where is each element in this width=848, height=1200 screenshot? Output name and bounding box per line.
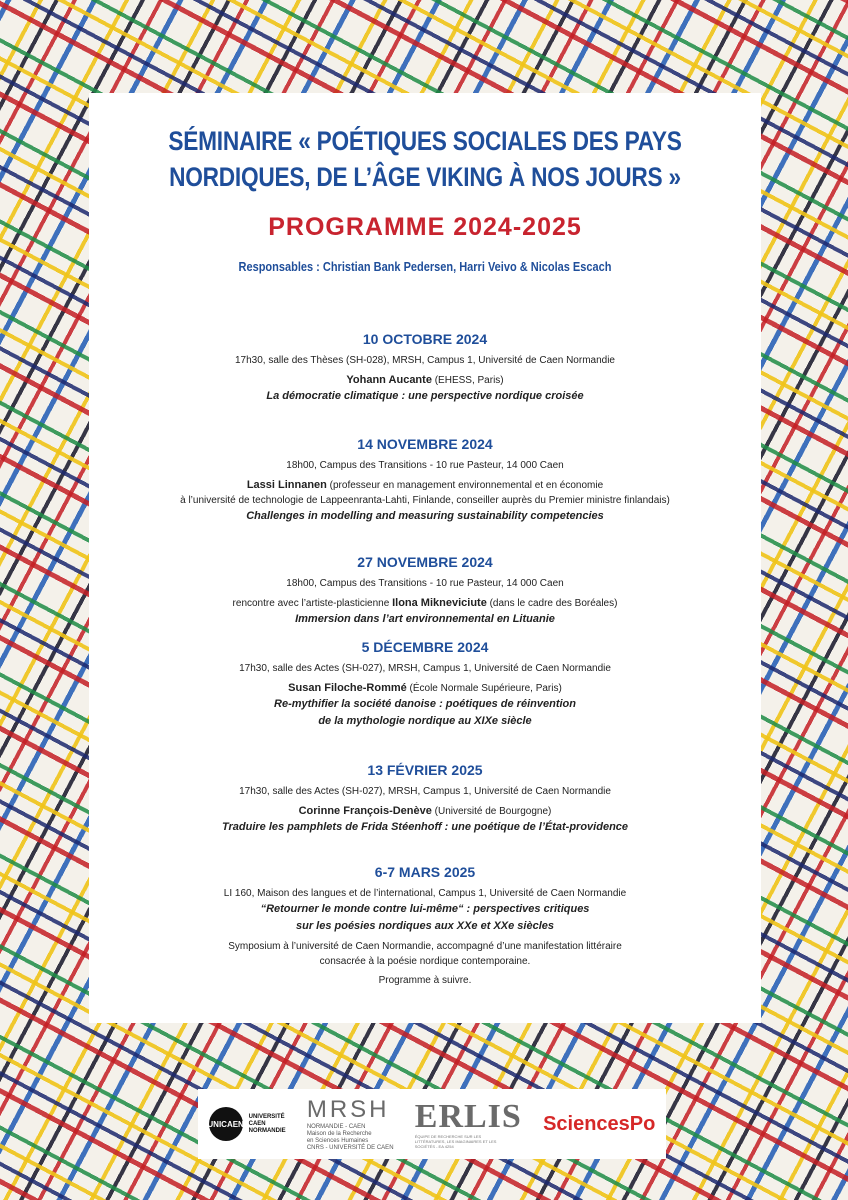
title-line-1: SÉMINAIRE « POÉTIQUES SOCIALES DES PAYS [168, 126, 682, 156]
unicaen-text-1: UNIVERSITÉ [248, 1113, 285, 1120]
event-place: 17h30, salle des Thèses (SH-028), MRSH, Campus 1, Université de Caen Normandie [235, 355, 615, 366]
speaker-affiliation: (Université de Bourgogne) [431, 806, 552, 817]
event-speaker-line [89, 373, 761, 388]
programme-heading: PROGRAMME 2024-2025 [268, 213, 582, 241]
event-27-novembre [89, 554, 761, 628]
talk-title: “Retourner le monde contre lui-même“ : perspectives critiques [260, 903, 590, 915]
event-speaker-line [89, 804, 761, 819]
speaker-affiliation: (professeur en management environnemental et en économie [326, 480, 604, 491]
unicaen-text-2: CAEN [248, 1120, 266, 1127]
mrsh-sub-1: NORMANDIE - CAEN [306, 1124, 366, 1130]
unicaen-text-3: NORMANDIE [248, 1127, 286, 1134]
responsables-line: Responsables : Christian Bank Pedersen, Harri Veivo & Nicolas Escach [238, 260, 612, 274]
partner-logos [198, 1089, 666, 1159]
event-13-fevrier [89, 762, 761, 836]
talk-title: Traduire les pamphlets de Frida Stéenhoff : une poétique de l’État-providence [221, 821, 629, 833]
event-date: 6-7 MARS 2025 [374, 864, 476, 880]
speaker-prefix: rencontre avec l’artiste-plasticienne [232, 598, 393, 609]
event-date: 10 OCTOBRE 2024 [362, 331, 488, 347]
speaker-affiliation: (dans le cadre des Boréales) [486, 598, 618, 609]
talk-title: Immersion dans l’art environnemental en Lituanie [295, 613, 555, 625]
event-place: 17h30, salle des Actes (SH-027), MRSH, Campus 1, Université de Caen Normandie [239, 786, 611, 797]
event-6-7-mars [89, 864, 761, 988]
erlis-subtitle: ÉQUIPE DE RECHERCHE SUR LES LITTÉRATURES, LES IMAGINAIRES ET LES SOCIÉTÉS - EA 4254 [414, 1133, 497, 1149]
erlis-logo [414, 1097, 522, 1149]
speaker-affiliation-continued: à l’université de technologie de Lappeenranta-Lahti, Finlande, conseiller auprès du Premier ministre finlandais) [180, 495, 670, 506]
talk-title-continued: sur les poésies nordiques aux XXe et XXe siècles [295, 920, 554, 932]
speaker-name: Lassi Linnanen [246, 479, 327, 491]
event-note: Symposium à l’université de Caen Normandie, accompagné d’une manifestation littéraire [228, 941, 622, 952]
talk-title: La démocratie climatique : une perspective nordique croisée [266, 390, 584, 402]
event-place: LI 160, Maison des langues et de l’international, Campus 1, Université de Caen Normandie [223, 888, 627, 899]
event-14-novembre [89, 436, 761, 525]
speaker-name: Susan Filoche-Rommé [288, 682, 407, 694]
event-date: 27 NOVEMBRE 2024 [357, 554, 493, 570]
event-date: 5 DÉCEMBRE 2024 [361, 639, 489, 655]
event-speaker-line [89, 596, 761, 611]
speaker-name: Yohann Aucante [346, 374, 432, 386]
unicaen-wordmark [249, 1114, 286, 1135]
mrsh-logo [307, 1096, 394, 1152]
event-speaker-line [89, 478, 761, 493]
talk-title: Re-mythifier la société danoise : poétiques de réinvention [274, 698, 576, 710]
speaker-name: Corinne François-Denève [298, 805, 432, 817]
speaker-affiliation: (EHESS, Paris) [431, 375, 504, 386]
event-note: consacrée à la poésie nordique contemporaine. [319, 956, 531, 967]
event-place: 17h30, salle des Actes (SH-027), MRSH, Campus 1, Université de Caen Normandie [239, 663, 611, 674]
event-place: 18h00, Campus des Transitions - 10 rue Pasteur, 14 000 Caen [286, 460, 564, 471]
erlis-wordmark: ERLIS [414, 1097, 522, 1135]
mrsh-sub-2: Maison de la Recherche [306, 1131, 372, 1137]
event-5-decembre [89, 639, 761, 730]
talk-title-continued: de la mythologie nordique au XIXe siècle [318, 715, 532, 727]
seminar-title [160, 123, 691, 195]
event-date: 13 FÉVRIER 2025 [367, 762, 483, 778]
mrsh-sub-3: en Sciences Humaines [306, 1138, 369, 1144]
event-speaker-line [89, 681, 761, 696]
mrsh-sub-4: CNRS - UNIVERSITÉ DE CAEN [306, 1145, 394, 1151]
title-line-2: NORDIQUES, DE L’ÂGE VIKING À NOS JOURS » [169, 162, 681, 192]
talk-title: Challenges in modelling and measuring sustainability competencies [246, 510, 604, 522]
event-place: 18h00, Campus des Transitions - 10 rue Pasteur, 14 000 Caen [286, 578, 564, 589]
event-note: Programme à suivre. [378, 975, 472, 986]
event-10-octobre [89, 331, 761, 405]
event-date: 14 NOVEMBRE 2024 [357, 436, 493, 452]
programme-poster [89, 93, 761, 1023]
sciencespo-logo: SciencesPo [543, 1112, 656, 1135]
mrsh-wordmark: MRSH [306, 1096, 390, 1123]
unicaen-mark: UNICAEN [209, 1107, 243, 1141]
speaker-affiliation: (École Normale Supérieure, Paris) [406, 683, 562, 694]
speaker-name: Ilona Mikneviciute [392, 597, 487, 609]
unicaen-logo [209, 1107, 286, 1141]
